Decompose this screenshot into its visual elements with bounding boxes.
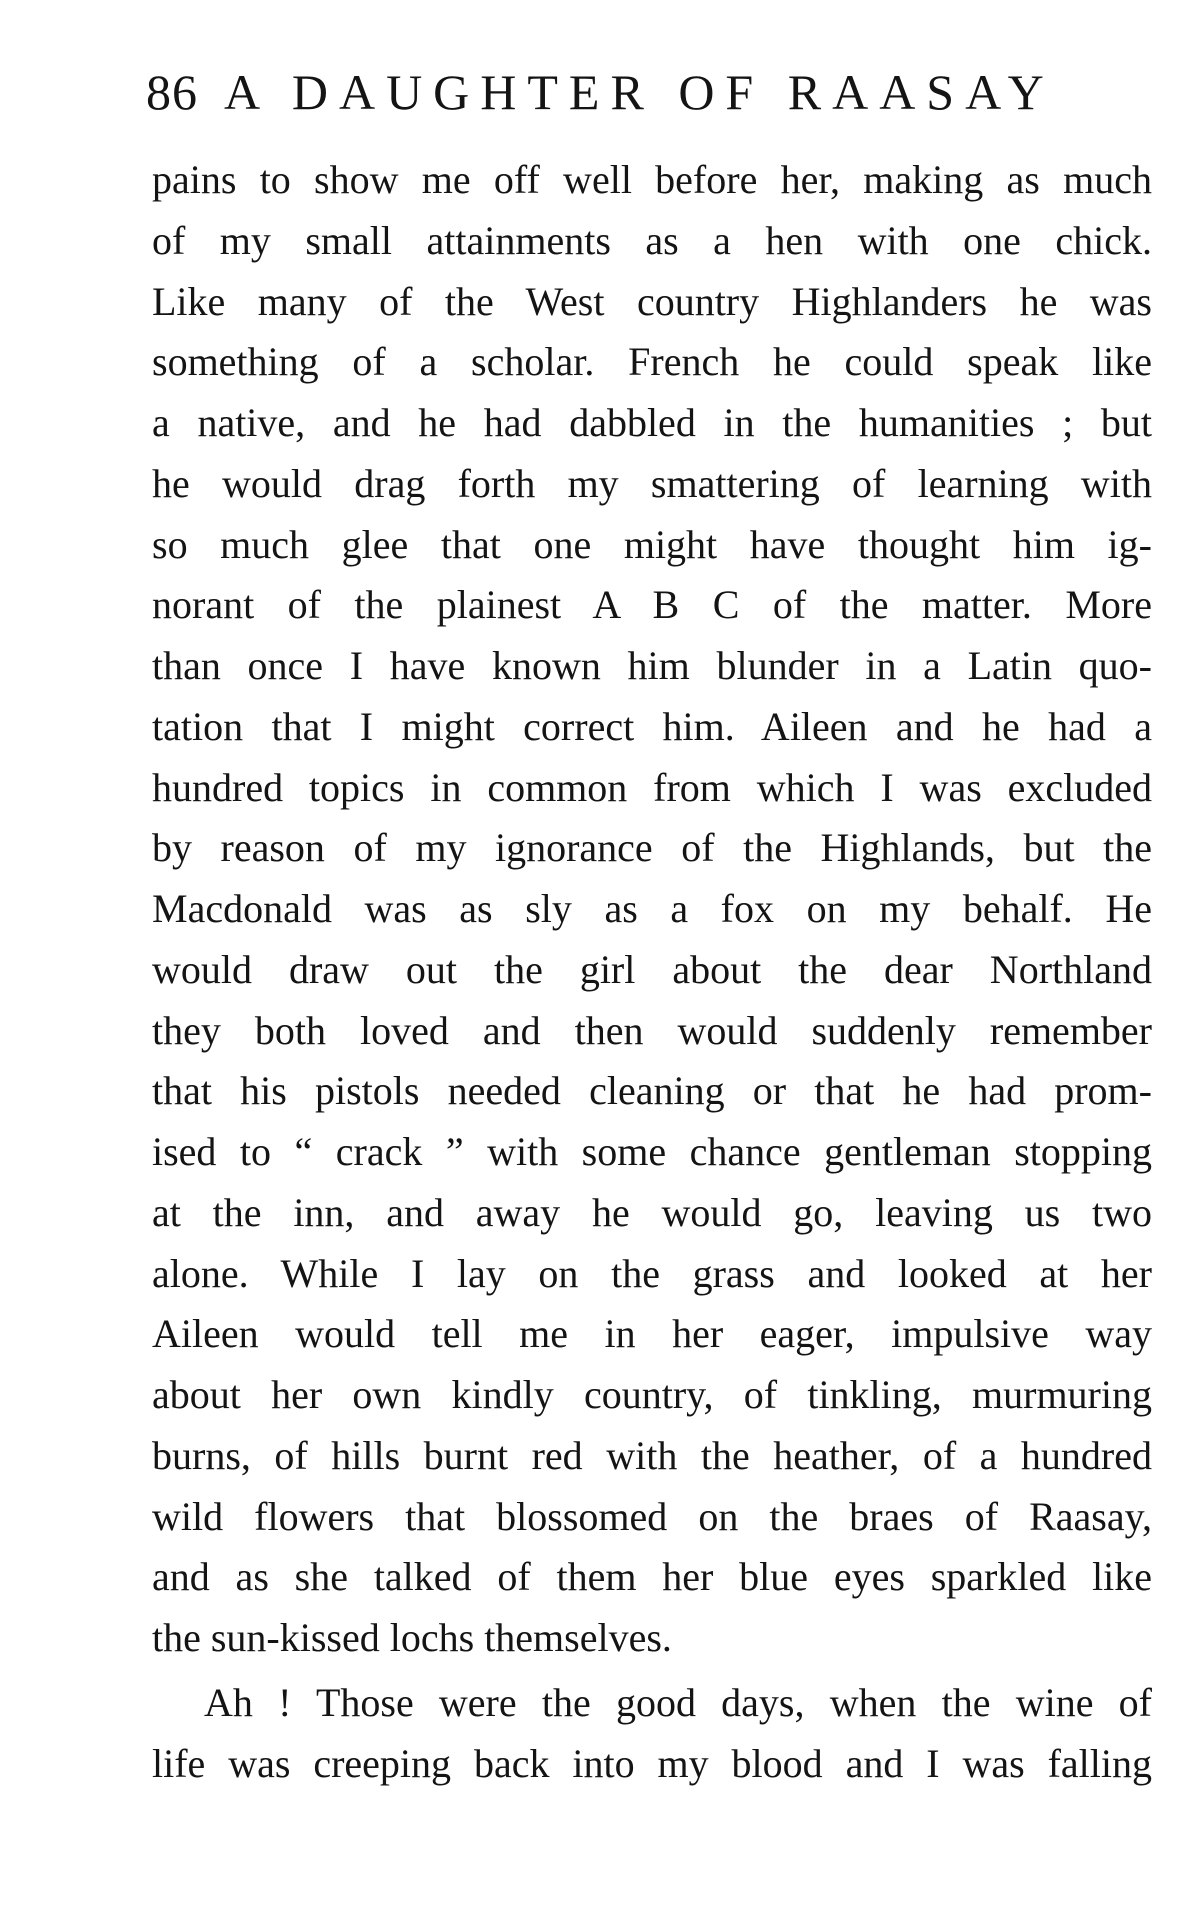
text-line: wild flowers that blossomed on the braes of Raasay, (152, 1493, 1152, 1539)
text-line: about her own kindly country, of tinkling, murmuring (152, 1372, 1152, 1417)
text-line: life was creeping back into my blood and I was falling (152, 1740, 1152, 1786)
page-number: 86 (146, 64, 198, 120)
text-line: the sun-kissed lochs themselves. (152, 1615, 672, 1660)
text-line: something of a scholar. French he could speak like (152, 339, 1152, 385)
text-line: Ah ! Those were the good days, when the wine of (204, 1679, 1152, 1725)
text-line: and as she talked of them her blue eyes sparkled like (152, 1554, 1152, 1600)
text-line: of my small attainments as a hen with one chick. (152, 217, 1152, 263)
text-line: alone. While I lay on the grass and looked at her (152, 1250, 1152, 1296)
text-line: hundred topics in common from which I was excluded (152, 764, 1152, 810)
text-line: by reason of my ignorance of the Highlands, but the (152, 825, 1152, 871)
text-line: than once I have known him blunder in a Latin quo- (152, 643, 1152, 688)
text-line: ised to “ crack ” with some chance gentleman stopping (152, 1129, 1152, 1174)
text-line: they both loved and then would suddenly remember (152, 1007, 1152, 1053)
paragraph (152, 1673, 1152, 1795)
text-line: Like many of the West country Highlanders he was (152, 278, 1152, 324)
text-line: burns, of hills burnt red with the heather, of a hundred (152, 1432, 1152, 1478)
body-text (152, 150, 1152, 1794)
text-line: norant of the plainest A B C of the matter. More (152, 582, 1152, 628)
text-line: he would drag forth my smattering of learning with (152, 460, 1152, 506)
paragraph (152, 150, 1152, 1669)
text-line: Macdonald was as sly as a fox on my behalf. He (152, 886, 1152, 931)
text-line: that his pistols needed cleaning or that he had prom- (152, 1068, 1152, 1114)
running-head (146, 62, 1136, 122)
text-line: Aileen would tell me in her eager, impulsive way (152, 1311, 1152, 1357)
text-line: at the inn, and away he would go, leaving us two (152, 1189, 1152, 1235)
text-line: a native, and he had dabbled in the humanities ; but (152, 400, 1152, 445)
book-title: A DAUGHTER OF RAASAY (224, 64, 1055, 120)
text-line: pains to show me off well before her, making as much (152, 157, 1152, 202)
text-line: tation that I might correct him. Aileen and he had a (152, 703, 1152, 749)
text-line: would draw out the girl about the dear Northland (152, 946, 1152, 992)
text-line: so much glee that one might have thought him ig- (152, 521, 1152, 567)
